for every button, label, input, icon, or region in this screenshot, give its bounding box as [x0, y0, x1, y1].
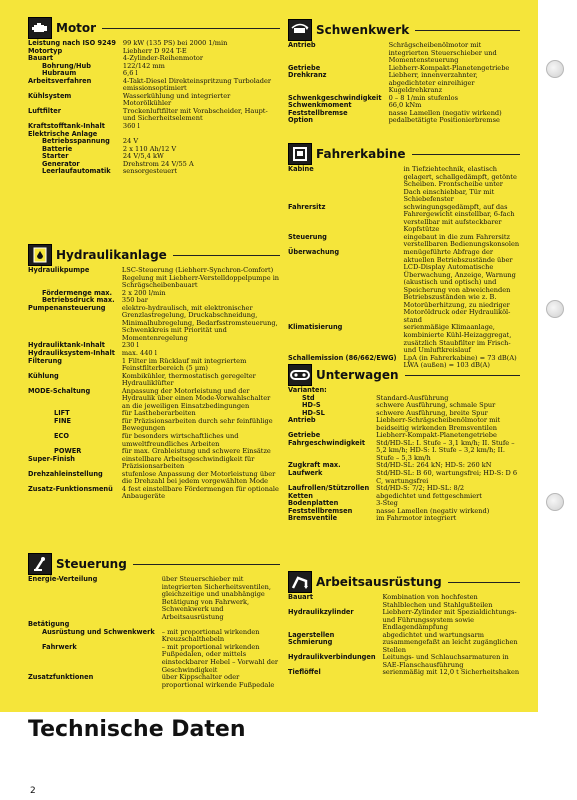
spec-row	[288, 417, 520, 432]
spec-row	[28, 267, 280, 290]
unterwagen-title: Unterwagen	[316, 368, 399, 382]
spec-value: 6,6 l	[122, 69, 138, 78]
spec-label: Getriebe	[288, 431, 321, 440]
spec-value: zusammengefaßt an leicht zugänglichen Stellen	[382, 638, 518, 654]
spec-label: Kraftstofftank-Inhalt	[28, 122, 105, 131]
kabine-title: Fahrerkabine	[316, 147, 406, 161]
spec-label: Zusatzfunktionen	[28, 673, 94, 682]
spec-row	[288, 204, 520, 234]
spec-label: Energie-Verteilung	[28, 575, 98, 583]
spec-value: Wasserkühlung und integrierter Motorölkühler	[122, 91, 231, 108]
spec-row	[28, 418, 280, 433]
spec-row	[288, 594, 520, 609]
spec-row	[288, 440, 520, 463]
hydraulik-header	[28, 243, 280, 267]
spec-label: HD-S	[302, 401, 321, 410]
spec-value: schwingungsgedämpft, auf das Fahrergewicht einstellbar, 6-fach verstellbar mit aufsteckbarer Kopfstütze	[403, 202, 515, 234]
spec-label: LIFT	[54, 409, 70, 418]
spec-value: 2 x 200 l/min	[121, 288, 166, 297]
joystick-icon	[28, 553, 52, 575]
motor-spec-table	[28, 40, 280, 176]
spec-label: Ketten	[288, 491, 313, 500]
spec-value: Std/HD-SL: B 60, wartungsfrei; HD-S: D 6 C, wartungsfrei	[376, 469, 518, 485]
spec-row	[288, 654, 520, 669]
spec-label: Fahrwerk	[42, 642, 77, 651]
spec-value: Std/HD-SL: 264 kN; HD-S: 260 kN	[376, 461, 492, 470]
spec-label: Betriebsdruck max.	[42, 296, 115, 305]
spec-label: HD-SL	[302, 408, 325, 417]
spec-label: Klimatisierung	[288, 323, 343, 332]
arbeit-title: Arbeitsausrüstung	[316, 575, 442, 589]
motor-header	[28, 16, 280, 40]
spec-label: Schwenkgeschwindigkeit	[288, 93, 382, 102]
spec-row	[288, 42, 520, 65]
spec-label: MODE-Schaltung	[28, 386, 91, 395]
spec-label: Schwenkmoment	[288, 101, 352, 110]
section-steuerung	[28, 552, 280, 689]
binder-hole-3	[546, 493, 564, 511]
spec-value: nasse Lamellen (negativ wirkend)	[388, 108, 502, 117]
crawler-track-icon	[288, 364, 312, 386]
section-hydraulik	[28, 243, 280, 501]
divider	[448, 582, 520, 583]
spec-value: 3-Steg	[376, 499, 398, 508]
spec-label: Schallemission (86/662/EWG)	[288, 353, 397, 362]
spec-label: Kabine	[288, 165, 314, 173]
spec-label: Antrieb	[288, 41, 316, 49]
spec-value: Drehstrom 24 V/55 A	[122, 159, 194, 168]
spec-label: Varianten:	[288, 386, 327, 394]
spec-label: Luftfilter	[28, 106, 61, 115]
spec-label: Batterie	[42, 144, 73, 153]
spec-value: Liebherr-Schrägscheibenölmotor mit beidseitig wirkenden Bremsventilen	[376, 416, 501, 432]
spec-value: im Fahrmotor integriert	[376, 514, 457, 523]
section-arbeit	[288, 570, 520, 677]
spec-value: – mit proportional wirkenden Kreuzschalthebeln	[161, 627, 260, 644]
spec-value: Anpassung der Motorleistung und der Hydraulik über einen Mode-Vorwahlschalter an die jeweiligen Einsatzbedingungen	[121, 386, 271, 410]
spec-label: Bremsventile	[288, 514, 338, 523]
divider	[102, 28, 280, 29]
spec-row	[28, 433, 280, 448]
spec-label: Antrieb	[288, 416, 316, 425]
spec-label: Fahrersitz	[288, 202, 326, 211]
spec-value: abgedichtet und wartungsarm	[382, 630, 484, 639]
spec-label: Kühlung	[28, 371, 59, 380]
hydraulik-spec-table	[28, 267, 280, 501]
spec-label: FINE	[54, 416, 71, 425]
spec-label: Generator	[42, 159, 80, 168]
spec-row	[28, 373, 280, 388]
spec-row	[288, 515, 520, 523]
spec-label: Steuerung	[288, 232, 327, 241]
motor-title: Motor	[56, 21, 97, 35]
spec-label: Hydraulikpumpe	[28, 266, 90, 274]
spec-row	[28, 388, 280, 411]
spec-value: 66,0 kNm	[388, 101, 422, 110]
divider	[405, 375, 520, 376]
spec-value: 4 fest einstellbare Fördermengen für optionale Anbaugeräte	[121, 484, 279, 501]
spec-value: in Tiefziehtechnik, elastisch gelagert, schallgedämpft, getönte Scheiben. Frontscheibe unter Dach einschiebbar, Tür mit Schiebefenster	[403, 165, 517, 204]
spec-row	[28, 486, 280, 501]
excavator-arm-icon	[288, 571, 312, 593]
spec-value: abgedichtet und fettgeschmiert	[376, 491, 482, 500]
spec-label: Zusatz-Funktionsmenü	[28, 484, 113, 493]
spec-value: einstellbare Arbeitsgeschwindigkeit für Präzisionsarbeiten	[121, 454, 255, 471]
spec-row	[288, 639, 520, 654]
spec-value: für max. Grableistung und schwere Einsätze	[121, 447, 271, 456]
unterwagen-spec-table	[288, 387, 520, 523]
spec-value: Liebherr-Zylinder mit Spezialdichtungs- und Führungssystem sowie Endlagendämpfung	[382, 608, 517, 632]
spec-row	[288, 669, 520, 677]
spec-label: Super-Finish	[28, 454, 75, 463]
spec-label: Tieflöffel	[288, 668, 321, 677]
spec-value: Liebherr-Kompakt-Planetengetriebe	[388, 63, 510, 72]
spec-row	[28, 93, 280, 108]
spec-value: 2 x 110 Ah/12 V	[122, 144, 177, 153]
spec-value: max. 440 l	[121, 349, 157, 358]
spec-value: Liebherr D 924 T-E	[122, 46, 187, 55]
hydraulic-oil-icon	[28, 244, 52, 266]
spec-value: Standard-Ausführung	[376, 393, 449, 402]
spec-label: Feststellbremsen	[288, 506, 353, 515]
binder-hole-1	[546, 60, 564, 78]
spec-row	[28, 168, 280, 176]
spec-label: Überwachung	[288, 248, 340, 257]
spec-value: über Steuerschieber mit integrierten Sicherheitsventilen, gleichzeitige und unabhängige Betätigung von Fahrwerk, Schwenkwerk und Arbeitsausrüstung	[161, 575, 271, 621]
page-heading: Technische Daten	[28, 717, 246, 742]
spec-row	[288, 166, 520, 204]
spec-label: Filterung	[28, 356, 63, 365]
slewing-ring-icon	[288, 19, 312, 41]
spec-label: Bauart	[288, 593, 314, 601]
divider	[173, 255, 280, 256]
spec-value: sensorgesteuert	[122, 167, 177, 176]
spec-value: über Kippschalter oder proportional wirkende Fußpedale	[161, 673, 275, 689]
spec-label: Starter	[42, 152, 69, 161]
spec-label: Ausrüstung und Schwenkwerk	[42, 627, 155, 636]
spec-label: Option	[288, 116, 313, 125]
spec-label: Hydrauliksystem-Inhalt	[28, 349, 115, 358]
spec-value: Liebherr, innenverzahnter, abgedichteter einreihiger Kugeldrehkranz	[388, 71, 478, 95]
spec-label: ECO	[54, 432, 69, 441]
spec-value: Liebherr-Kompakt-Planetengetriebe	[376, 431, 497, 440]
spec-label: Betriebsspannung	[42, 137, 110, 146]
spec-row	[288, 117, 520, 125]
spec-label: Lagerstellen	[288, 630, 335, 639]
spec-value: 360 l	[122, 122, 140, 131]
spec-label: Laufwerk	[288, 469, 323, 478]
divider	[133, 564, 280, 565]
spec-label: POWER	[54, 447, 82, 456]
spec-value: 350 bar	[121, 296, 148, 305]
spec-value: Std/HD-SL: I. Stufe – 3,1 km/h; II. Stufe – 5,2 km/h; HD-S: I. Stufe – 3,2 km/h; II. Stufe – 5,3 km/h	[376, 438, 515, 462]
spec-row	[28, 644, 280, 674]
spec-value: 24 V/5,4 kW	[122, 152, 164, 161]
spec-value: – mit proportional wirkenden Fußpedalen, oder mittels einsteckbarer Hebel – Vorwahl der Geschwindigkeit	[161, 642, 279, 674]
spec-value	[120, 131, 280, 139]
spec-value: 122/142 mm	[122, 61, 165, 70]
spec-label: Bodenplatten	[288, 499, 339, 508]
spec-value: LSC-Steuerung (Liebherr-Synchron-Comfort) Regelung mit Liebherr-Verstelldoppelpumpe in Schrägscheibenbauart	[121, 266, 280, 290]
spec-value: eingebaut in die zum Fahrersitz verstellbaren Bedienungskonsolen	[403, 232, 520, 249]
spec-label: Kühlsystem	[28, 91, 72, 100]
spec-value: für Präzisionsarbeiten durch sehr feinfühlige Bewegungen	[121, 416, 273, 433]
steuerung-title: Steuerung	[56, 557, 127, 571]
kabine-header	[288, 142, 520, 166]
spec-value: Std/HD-S: 7/2; HD-SL: 8/2	[376, 484, 465, 493]
hydraulik-title: Hydraulikanlage	[56, 248, 167, 262]
spec-label: Pumpenansteuerung	[28, 303, 106, 312]
spec-label: Hydrauliktank-Inhalt	[28, 341, 105, 350]
spec-label: Hubraum	[42, 69, 77, 78]
spec-label: Drehkranz	[288, 71, 327, 80]
spec-value: 1 Filter im Rücklauf mit integriertem Feinstfilterbereich (5 µm)	[121, 356, 247, 373]
spec-label: Betätigung	[28, 620, 70, 629]
spec-row	[288, 470, 520, 485]
schwenkwerk-header	[288, 18, 520, 42]
spec-value: LpA (in Fahrerkabine) = 73 dB(A) LWA (außen) = 103 dB(A)	[403, 353, 517, 370]
spec-value: 99 kW (135 PS) bei 2000 1/min	[122, 39, 228, 47]
spec-label: Motortyp	[28, 46, 63, 55]
spec-value: Kombination von hochfesten Stahlblechen und Stahlgußteilen	[382, 593, 493, 609]
divider	[412, 154, 520, 155]
spec-value: Leitungs- und Schlauchsarmaturen in SAE-Flanschausführung	[382, 653, 509, 669]
spec-value: elektro-hydraulisch, mit elektronischer Grenzlastregelung, Druckabschneidung, Minimalhubregelung, Bedarfsstromsteuerung, Schwenkkreis mit Priorität und Momentenregelung	[121, 303, 278, 342]
spec-label: Feststellbremse	[288, 108, 348, 117]
cab-icon	[288, 143, 312, 165]
spec-label: Zugkraft max.	[288, 461, 341, 470]
spec-label: Fördermenge max.	[42, 288, 113, 297]
spec-label: Leistung nach ISO 9249	[28, 39, 116, 47]
spec-value: für Lastheberarbeiten	[121, 409, 196, 418]
spec-value: stufenlose Anpassung der Motorleistung über die Drehzahl bei jedem vorgewählten Mode	[121, 469, 276, 486]
kabine-spec-table	[288, 166, 520, 370]
spec-value: Kombikühler, thermostatisch geregelter Hydrauliklüfter	[121, 371, 256, 388]
spec-value: 0 – 8 1/min stufenlos	[388, 93, 458, 102]
section-unterwagen	[288, 363, 520, 523]
spec-row	[28, 108, 280, 123]
spec-value: 230 l	[121, 341, 139, 350]
spec-row	[288, 72, 520, 95]
spec-label: Schmierung	[288, 638, 333, 647]
spec-row	[28, 471, 280, 486]
spec-row	[28, 629, 280, 644]
spec-label: Laufrollen/Stützrollen	[288, 484, 370, 493]
spec-value: Trockenluftfilter mit Vorabscheider, Haupt- und Sicherheitselement	[122, 106, 268, 123]
page-number: 2	[30, 786, 36, 796]
spec-label: Leerlaufautomatik	[42, 167, 111, 176]
spec-value: serienmäßig mit 12,0 t Sicherheitshaken	[382, 668, 520, 677]
spec-row	[28, 674, 280, 689]
section-kabine	[288, 142, 520, 370]
spec-label: Hydraulikverbindungen	[288, 653, 376, 662]
spec-label: Bauart	[28, 54, 54, 63]
divider	[415, 30, 520, 31]
spec-label: Hydraulikzylinder	[288, 608, 354, 617]
section-schwenkwerk	[288, 18, 520, 125]
section-motor	[28, 16, 280, 176]
spec-value: Schrägscheibenölmotor mit integrierten Steuerschieber und Momentensteuerung	[388, 41, 497, 65]
arbeit-spec-table	[288, 594, 520, 677]
spec-label: Std	[302, 393, 315, 402]
spec-row	[288, 609, 520, 632]
spec-value: schwere Ausführung, breite Spur	[376, 408, 488, 417]
spec-value: menügeführte Abfrage der aktuellen Betriebszustände über LCD-Display Automatische Überwachung, Anzeige, Warnung (akustisch und optisch) und Speicherung von abweichenden Betriebszuständen wie z. B. Motorüberhitzung, zu niedriger Motoröldruck oder Hydraulikölstand	[403, 248, 516, 324]
spec-label: Elektrische Anlage	[28, 129, 98, 138]
spec-label: Arbeitsverfahren	[28, 76, 92, 85]
spec-row	[28, 456, 280, 471]
spec-label: Bohrung/Hub	[42, 61, 91, 70]
steuerung-header	[28, 552, 280, 576]
spec-row	[288, 249, 520, 324]
spec-row	[28, 576, 280, 621]
binder-hole-2	[546, 300, 564, 318]
spec-value: schwere Ausführung, schmale Spur	[376, 401, 496, 410]
spec-row	[288, 324, 520, 354]
spec-label: Getriebe	[288, 63, 321, 72]
spec-row	[28, 78, 280, 93]
steuerung-spec-table	[28, 576, 280, 689]
spec-label: Fahrgeschwindigkeit	[288, 438, 366, 447]
spec-value: pedalbetätigte Positionierbremse	[388, 116, 500, 125]
spec-value: für besonders wirtschaftliches und umweltfreundliches Arbeiten	[121, 432, 239, 448]
arbeit-header	[288, 570, 520, 594]
spec-value: serienmäßige Klimaanlage, kombinierte Kühl-Heizaggregat, zusätzlich Staubfilter im Frisch- und Umluftkreislauf	[403, 323, 512, 355]
spec-row	[28, 358, 280, 373]
spec-value: 4-Takt-Diesel Direkteinspritzung Turbolader emissionsoptimiert	[122, 76, 272, 93]
spec-row	[28, 305, 280, 343]
schwenkwerk-title: Schwenkwerk	[316, 23, 410, 37]
spec-value: nasse Lamellen (negativ wirkend)	[376, 506, 490, 515]
spec-row	[288, 234, 520, 249]
unterwagen-header	[288, 363, 520, 387]
schwenkwerk-spec-table	[288, 42, 520, 125]
engine-icon	[28, 17, 52, 39]
spec-label: Drehzahleinstellung	[28, 469, 103, 478]
spec-value: 24 V	[122, 137, 139, 146]
spec-value: 4-Zylinder-Reihenmotor	[122, 54, 203, 63]
